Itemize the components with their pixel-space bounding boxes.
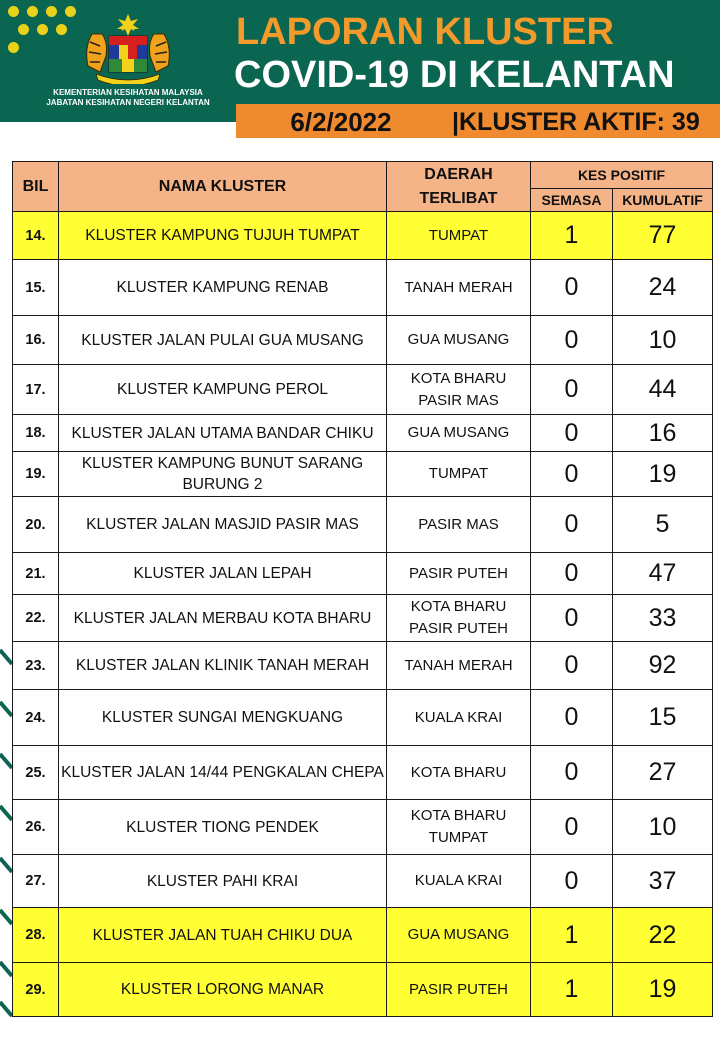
column-header-bil: BIL bbox=[13, 162, 59, 212]
district-line: KUALA KRAI bbox=[414, 708, 503, 726]
cluster-name bbox=[59, 316, 387, 365]
current-cases: 0 bbox=[531, 316, 613, 365]
current-cases: 0 bbox=[531, 800, 613, 855]
district bbox=[387, 963, 531, 1017]
decorative-dot bbox=[18, 24, 29, 35]
current-cases: 0 bbox=[531, 855, 613, 908]
table-row bbox=[13, 855, 713, 908]
cumulative-cases: 24 bbox=[613, 260, 713, 316]
row-number: 22. bbox=[13, 595, 59, 642]
table-row bbox=[13, 800, 713, 855]
cluster-name bbox=[59, 260, 387, 316]
cluster-name bbox=[59, 212, 387, 260]
district bbox=[387, 212, 531, 260]
current-cases: 1 bbox=[531, 963, 613, 1017]
active-cluster-count: |KLUSTER AKTIF: 39 bbox=[446, 104, 720, 138]
table-row bbox=[13, 595, 713, 642]
district bbox=[387, 260, 531, 316]
cluster-name-line: BURUNG 2 bbox=[182, 476, 263, 493]
cluster-name bbox=[59, 800, 387, 855]
row-number: 29. bbox=[13, 963, 59, 1017]
cluster-name bbox=[59, 415, 387, 452]
cluster-name-line: KLUSTER KAMPUNG BUNUT SARANG bbox=[81, 455, 364, 472]
district-line: PASIR MAS bbox=[418, 391, 499, 409]
cumulative-cases: 47 bbox=[613, 553, 713, 595]
current-cases: 0 bbox=[531, 260, 613, 316]
district bbox=[387, 553, 531, 595]
district-line: TANAH MERAH bbox=[404, 656, 513, 674]
cumulative-cases: 22 bbox=[613, 908, 713, 963]
table-row bbox=[13, 497, 713, 553]
cluster-name bbox=[59, 452, 387, 497]
cluster-name-line: KLUSTER JALAN LEPAH bbox=[133, 565, 312, 582]
district-line: TUMPAT bbox=[428, 829, 489, 846]
table-row bbox=[13, 553, 713, 595]
current-cases: 1 bbox=[531, 908, 613, 963]
current-cases: 0 bbox=[531, 452, 613, 497]
cluster-name bbox=[59, 365, 387, 415]
report-date: 6/2/2022 bbox=[236, 104, 446, 138]
current-cases: 0 bbox=[531, 553, 613, 595]
ministry-name bbox=[40, 88, 216, 108]
cluster-name-line: KLUSTER JALAN UTAMA BANDAR CHIKU bbox=[71, 424, 374, 442]
cluster-name bbox=[59, 642, 387, 690]
cluster-name-line: KLUSTER JALAN MASJID PASIR MAS bbox=[86, 516, 359, 533]
decorative-dot bbox=[37, 24, 48, 35]
report-title: LAPORAN KLUSTER bbox=[236, 11, 614, 53]
district bbox=[387, 746, 531, 800]
column-header-kes-positif: KES POSITIF bbox=[531, 162, 713, 189]
district bbox=[387, 365, 531, 415]
cluster-name bbox=[59, 908, 387, 963]
cluster-table bbox=[12, 161, 713, 1017]
cluster-name-line: KLUSTER KAMPUNG PEROL bbox=[116, 381, 329, 398]
district bbox=[387, 595, 531, 642]
column-header-daerah-line: TERLIBAT bbox=[419, 189, 498, 207]
district-line: KOTA BHARU bbox=[410, 369, 507, 387]
cumulative-cases: 37 bbox=[613, 855, 713, 908]
table-row bbox=[13, 415, 713, 452]
cumulative-cases: 33 bbox=[613, 595, 713, 642]
decorative-dot bbox=[56, 24, 67, 35]
row-number: 18. bbox=[13, 415, 59, 452]
district bbox=[387, 800, 531, 855]
column-header-daerah-line: DAERAH bbox=[424, 165, 493, 183]
cluster-name bbox=[59, 855, 387, 908]
row-number: 20. bbox=[13, 497, 59, 553]
cumulative-cases: 77 bbox=[613, 212, 713, 260]
district bbox=[387, 690, 531, 746]
cumulative-cases: 27 bbox=[613, 746, 713, 800]
table-row bbox=[13, 908, 713, 963]
district-line: GUA MUSANG bbox=[407, 424, 510, 441]
district-line: KOTA BHARU bbox=[410, 763, 507, 781]
cluster-name bbox=[59, 553, 387, 595]
row-number: 17. bbox=[13, 365, 59, 415]
cluster-name-line: KLUSTER JALAN KLINIK TANAH MERAH bbox=[75, 657, 370, 674]
cluster-name bbox=[59, 690, 387, 746]
row-number: 26. bbox=[13, 800, 59, 855]
cumulative-cases: 5 bbox=[613, 497, 713, 553]
department-line: JABATAN KESIHATAN NEGERI KELANTAN bbox=[46, 98, 210, 107]
current-cases: 1 bbox=[531, 212, 613, 260]
current-cases: 0 bbox=[531, 746, 613, 800]
row-number: 16. bbox=[13, 316, 59, 365]
decorative-dot bbox=[8, 6, 19, 17]
current-cases: 0 bbox=[531, 497, 613, 553]
district-line: GUA MUSANG bbox=[407, 926, 510, 943]
table-row bbox=[13, 212, 713, 260]
district-line: TUMPAT bbox=[428, 465, 489, 482]
column-header-semasa: SEMASA bbox=[531, 189, 613, 212]
district bbox=[387, 415, 531, 452]
table-row bbox=[13, 746, 713, 800]
cluster-name-line: KLUSTER JALAN 14/44 PENGKALAN CHEPA bbox=[61, 764, 384, 781]
cumulative-cases: 44 bbox=[613, 365, 713, 415]
district-line: KUALA KRAI bbox=[414, 872, 503, 889]
cumulative-cases: 15 bbox=[613, 690, 713, 746]
column-header-daerah bbox=[387, 162, 531, 212]
cumulative-cases: 16 bbox=[613, 415, 713, 452]
cluster-table-body bbox=[13, 212, 713, 1017]
cluster-name-line: KLUSTER PAHI KRAI bbox=[146, 872, 299, 890]
cumulative-cases: 19 bbox=[613, 452, 713, 497]
row-number: 19. bbox=[13, 452, 59, 497]
cluster-name-line: KLUSTER LORONG MANAR bbox=[120, 981, 325, 998]
district bbox=[387, 497, 531, 553]
cluster-name-line: KLUSTER JALAN PULAI GUA MUSANG bbox=[81, 331, 364, 349]
cluster-name-line: KLUSTER JALAN MERBAU KOTA BHARU bbox=[73, 609, 372, 627]
district-line: PASIR PUTEH bbox=[409, 620, 508, 637]
cumulative-cases: 92 bbox=[613, 642, 713, 690]
decorative-dot bbox=[27, 6, 38, 17]
ministry-line: KEMENTERIAN KESIHATAN MALAYSIA bbox=[53, 88, 203, 97]
cluster-name-line: KLUSTER KAMPUNG TUJUH TUMPAT bbox=[85, 227, 360, 244]
district-line: PASIR MAS bbox=[418, 515, 499, 533]
table-row bbox=[13, 452, 713, 497]
table-row bbox=[13, 642, 713, 690]
district bbox=[387, 452, 531, 497]
district-line: TANAH MERAH bbox=[404, 278, 513, 296]
decorative-dot bbox=[65, 6, 76, 17]
row-number: 14. bbox=[13, 212, 59, 260]
district bbox=[387, 642, 531, 690]
cluster-name-line: KLUSTER KAMPUNG RENAB bbox=[116, 279, 329, 296]
row-number: 25. bbox=[13, 746, 59, 800]
district bbox=[387, 316, 531, 365]
table-row bbox=[13, 963, 713, 1017]
district-line: PASIR PUTEH bbox=[409, 980, 508, 998]
current-cases: 0 bbox=[531, 690, 613, 746]
cumulative-cases: 19 bbox=[613, 963, 713, 1017]
cumulative-cases: 10 bbox=[613, 800, 713, 855]
coat-of-arms-icon bbox=[78, 12, 178, 84]
report-subtitle: COVID-19 DI KELANTAN bbox=[234, 54, 675, 96]
district bbox=[387, 855, 531, 908]
row-number: 24. bbox=[13, 690, 59, 746]
district-line: KOTA BHARU bbox=[410, 807, 507, 824]
row-number: 27. bbox=[13, 855, 59, 908]
cluster-name bbox=[59, 595, 387, 642]
row-number: 21. bbox=[13, 553, 59, 595]
row-number: 15. bbox=[13, 260, 59, 316]
district-line: TUMPAT bbox=[428, 226, 489, 244]
current-cases: 0 bbox=[531, 595, 613, 642]
decorative-dot bbox=[8, 42, 19, 53]
cluster-name-line: KLUSTER TIONG PENDEK bbox=[126, 818, 319, 836]
current-cases: 0 bbox=[531, 415, 613, 452]
table-row bbox=[13, 316, 713, 365]
cluster-name bbox=[59, 963, 387, 1017]
current-cases: 0 bbox=[531, 365, 613, 415]
cluster-name-line: KLUSTER SUNGAI MENGKUANG bbox=[101, 709, 344, 726]
current-cases: 0 bbox=[531, 642, 613, 690]
district-line: GUA MUSANG bbox=[407, 331, 510, 348]
cumulative-cases: 10 bbox=[613, 316, 713, 365]
cluster-name bbox=[59, 746, 387, 800]
row-number: 28. bbox=[13, 908, 59, 963]
column-header-nama-kluster: NAMA KLUSTER bbox=[59, 162, 387, 212]
cluster-name-line: KLUSTER JALAN TUAH CHIKU DUA bbox=[92, 926, 353, 944]
district-line: PASIR PUTEH bbox=[409, 564, 508, 582]
district-line: KOTA BHARU bbox=[410, 598, 507, 615]
decorative-dot bbox=[46, 6, 57, 17]
table-row bbox=[13, 365, 713, 415]
column-header-kumulatif: KUMULATIF bbox=[613, 189, 713, 212]
cluster-name bbox=[59, 497, 387, 553]
row-number: 23. bbox=[13, 642, 59, 690]
table-row bbox=[13, 260, 713, 316]
district bbox=[387, 908, 531, 963]
table-row bbox=[13, 690, 713, 746]
